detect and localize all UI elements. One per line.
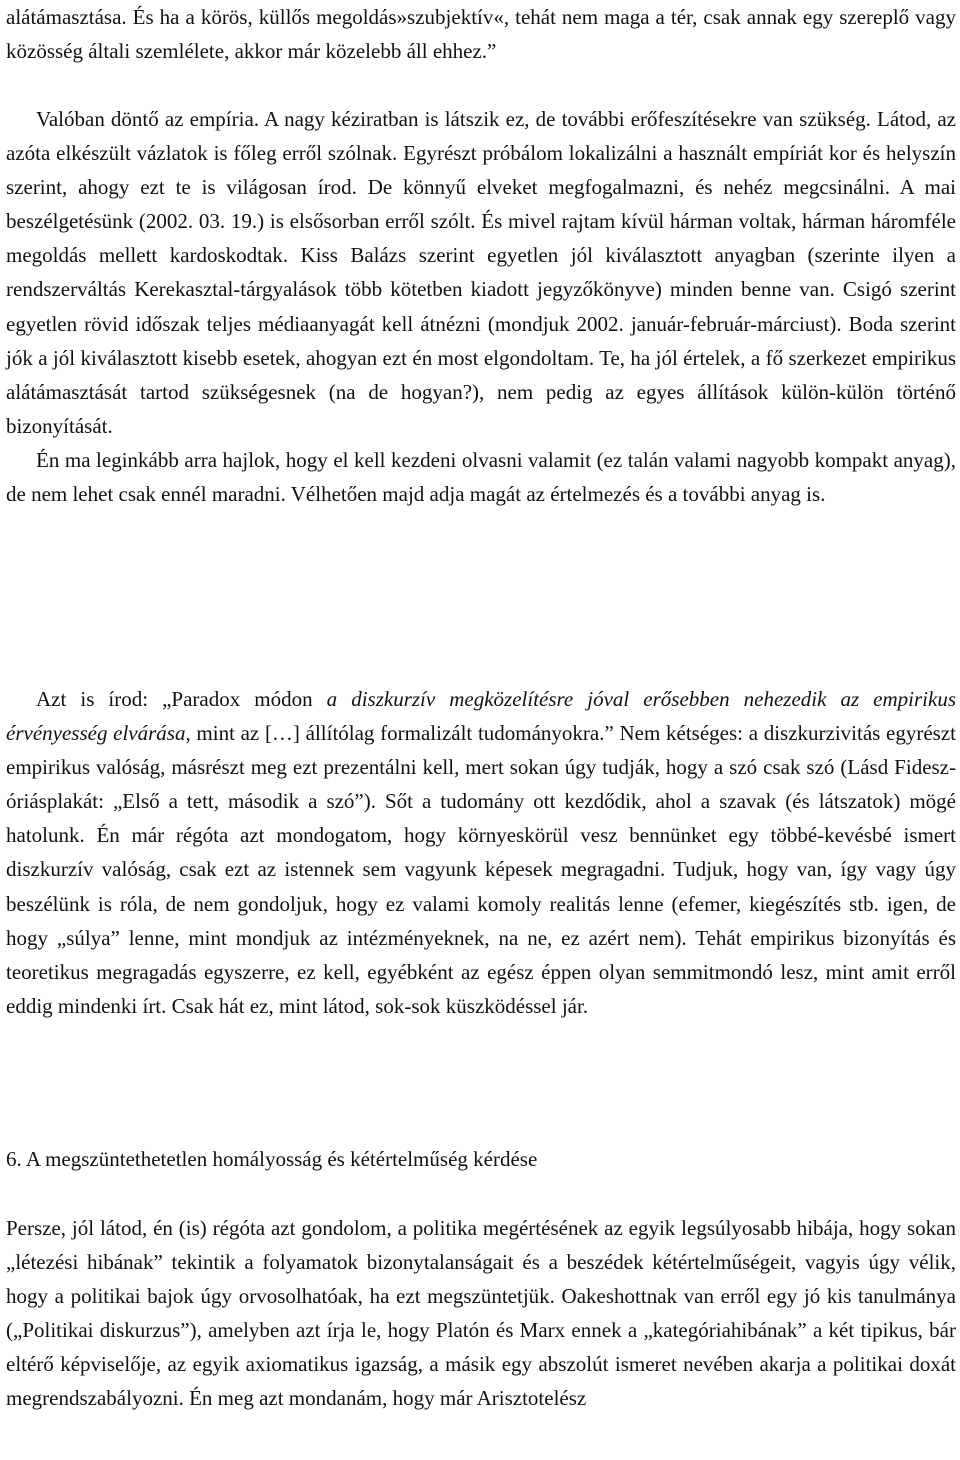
quote-rest: , mint az […] állítólag formalizált tudományokra.” Nem kétséges: a diszkurzivitás egyrészt empirikus valóság, másrészt meg ezt prezentálni kell, mert sokan úgy tudják, hogy a szó csak szó (Lásd Fidesz-óriásplakát: „Első a tett, második a szó”). Sőt a tudomány ott kezdődik, ahol a szavak (és látszatok) mögé hatolunk. Én már régóta azt mondogatom, hogy környeskörül vesz bennünket egy többé-kevésbé ismert diszkurzív valóság, csak ezt az istennek sem vagyunk képesek megragadni. Tudjuk, hogy van, így vagy úgy beszélünk is róla, de nem gondoljuk, hogy ez valami komoly realitás lenne (efemer, kiegészítés stb. igen, de hogy „súlya” lenne, mint mondjuk az intézményeknek, na ne, ez azért nem). Tehát empirikus bizonyítás és teoretikus megragadás egyszerre, ez kell, egyébként az egész éppen olyan semmitmondó lesz, mint amit erről eddig mindenki írt. Csak hát ez, mint látod, sok-sok küszködéssel jár. bbox=[6, 721, 956, 1018]
paragraph-azt-is-irod bbox=[6, 682, 956, 1023]
paragraph-en-ma: Én ma leginkább arra hajlok, hogy el kell kezdeni olvasni valamit (ez talán valami nagyobb kompakt anyag), de nem lehet csak ennél maradni. Vélhetően majd adja magát az értelmezés és a további anyag is. bbox=[6, 447, 956, 507]
quote-intro: Azt is írod: „Paradox módon bbox=[36, 687, 327, 711]
section-empiria bbox=[6, 102, 956, 511]
paragraph-intro: alátámasztása. És ha a körös, küllős megoldás»szubjektív«, tehát nem maga a tér, csak annak egy szereplő vagy közösség általi szemlélete, akkor már közelebb áll ehhez.” bbox=[6, 5, 956, 64]
section-heading: 6. A megszüntethetetlen homályosság és kétértelműség kérdése bbox=[6, 1147, 538, 1171]
paragraph-persze: Persze, jól látod, én (is) régóta azt gondolom, a politika megértésének az egyik legsúlyosabb hibája, hogy sokan „létezési hibának” tekintik a folyamatok bizonytalanságait és a beszédek kétértelműségeit, vagyis úgy vélik, hogy a politikai bajok úgy orvosolhatóak, ha ezt megszüntetjük. Oakeshottnak van erről egy jó kis tanulmánya („Politikai diskurzus”), amelyben azt írja le, hogy Platón és Marx ennek a „kategóriahibának” a két tipikus, bár eltérő képviselője, az egyik axiomatikus igazság, a másik egy abszolút ismeret nevében akarja a politikai doxát megrendszabályozni. Én meg azt mondanám, hogy már Arisztotelész bbox=[6, 1216, 956, 1411]
paragraph-empiria: Valóban döntő az empíria. A nagy kéziratban is látszik ez, de további erőfeszítésekre van szükség. Látod, az azóta elkészült vázlatok is főleg erről szólnak. Egyrészt próbálom lokalizálni a használt empíriát kor és helyszín szerint, ahogy ezt te is világosan írod. De könnyű elveket megfogalmazni, és nehéz megcsinálni. A mai beszélgetésünk (2002. 03. 19.) is elsősorban erről szólt. És mivel rajtam kívül hárman voltak, hárman háromféle megoldás mellett kardoskodtak. Kiss Balázs szerint egyetlen jól kiválasztott anyagban (szerinte ilyen a rendszerváltás Kerekasztal-tárgyalások több kötetben kiadott jegyzőkönyve) minden benne van. Csigó szerint egyetlen rövid időszak teljes médiaanyagát kell átnézni (mondjuk 2002. január-február-márciust). Boda szerint jók a jól kiválasztott kisebb esetek, ahogyan ezt én most elgondoltam. Te, ha jól értelek, a fő szerkezet empirikus alátámasztását tartod szükségesnek (na de hogyan?), nem pedig az egyes állítások külön-külön történő bizonyítását. bbox=[6, 107, 956, 438]
quote-emphasis: a diszkurzív megközelítésre jóval erősebben nehezedik az empirikus érvényesség elvárása bbox=[6, 687, 957, 746]
